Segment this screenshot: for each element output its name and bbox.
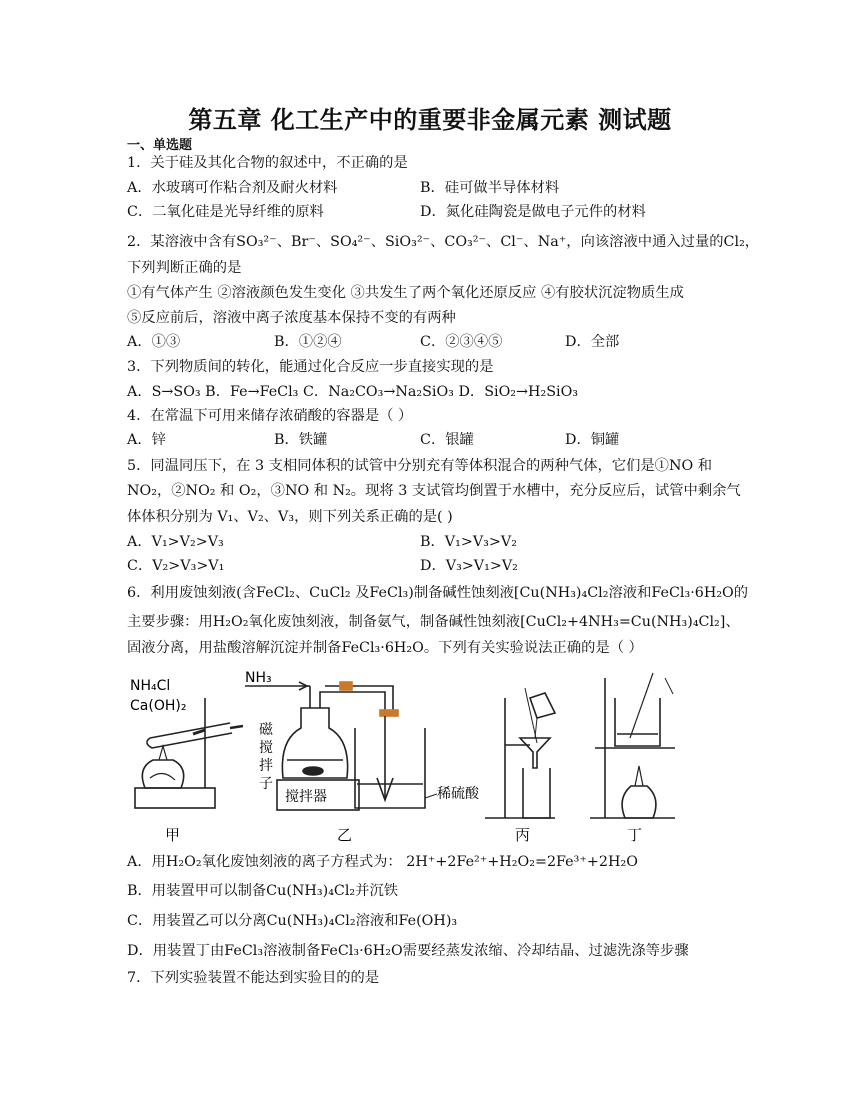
q5-option-c: C．V₂>V₃>V₁ <box>127 558 225 574</box>
funnel-bing <box>520 738 550 768</box>
question-5-line-3: 体体积分别为 V₁、V₂、V₃，则下列关系正确的是( ) <box>127 509 453 525</box>
q1-option-b: B．硅可做半导体材料 <box>420 180 560 196</box>
label-ci: 磁 <box>259 722 273 738</box>
q4-option-c: C．银罐 <box>420 432 474 448</box>
beaker-ding <box>615 698 660 746</box>
q5-option-a: A．V₁>V₂>V₃ <box>127 534 224 550</box>
q2-option-c: C．②③④⑤ <box>420 334 503 350</box>
q4-option-a: A．锌 <box>127 432 166 448</box>
question-2: 2．某溶液中含有SO₃²⁻、Br⁻、SO₄²⁻、SiO₃²⁻、CO₃²⁻、Cl⁻、Na⁺，向该溶液中通入过量的Cl₂， <box>127 234 760 250</box>
beaker-bing <box>523 768 550 818</box>
q5-option-b: B．V₁>V₃>V₂ <box>420 534 517 550</box>
stand-jia-base <box>135 788 215 808</box>
caption-jia: 甲 <box>165 826 181 844</box>
question-3-options: A．S→SO₃ B．Fe→FeCl₃ C．Na₂CO₃→Na₂SiO₃ D．SiO₂→H₂SiO₃ <box>127 384 579 400</box>
q6-option-a: A．用H₂O₂氧化废蚀刻液的离子方程式为： 2H⁺+2Fe²⁺+H₂O₂=2Fe³⁺+2H₂O <box>127 854 638 870</box>
label-zi: 子 <box>259 776 273 792</box>
question-3: 3．下列物质间的转化，能通过化合反应一步直接实现的是 <box>127 359 494 375</box>
question-1: 1．关于硅及其化合物的叙述中，不正确的是 <box>127 155 408 171</box>
q6-option-b: B．用装置甲可以制备Cu(NH₃)₄Cl₂并沉铁 <box>127 883 399 899</box>
caption-ding: 丁 <box>627 826 643 844</box>
caption-yi: 乙 <box>337 826 353 844</box>
question-6-line-2: 主要步骤：用H₂O₂氧化废蚀刻液，制备氨气，制备碱性蚀刻液[CuCl₂+4NH₃=Cu(NH₃)₄Cl₂]、 <box>127 614 740 630</box>
q2-option-b: B．①②④ <box>274 334 342 350</box>
caption-bing: 丙 <box>515 826 531 844</box>
label-nh3: NH₃ <box>245 670 272 686</box>
lamp-ding <box>622 786 656 818</box>
question-6: 6．利用废蚀刻液(含FeCl₂、CuCl₂ 及FeCl₃)制备碱性蚀刻液[Cu(NH₃)₄Cl₂溶液和FeCl₃·6H₂O的 <box>127 585 749 601</box>
question-2-line-4: ⑤反应前后，溶液中离子浓度基本保持不变的有两种 <box>127 310 456 326</box>
question-4: 4．在常温下可用来储存浓硝酸的容器是（ ） <box>127 408 413 424</box>
label-ban: 拌 <box>259 758 273 774</box>
q6-option-c: C．用装置乙可以分离Cu(NH₃)₄Cl₂溶液和Fe(OH)₃ <box>127 913 458 929</box>
q1-option-d: D．氮化硅陶瓷是做电子元件的材料 <box>420 204 646 220</box>
label-stirrer: 搅拌器 <box>285 789 327 805</box>
q6-option-d: D．用装置丁由FeCl₃溶液制备FeCl₃·6H₂O需要经蒸发浓缩、冷却结晶、过滤洗涤等步骤 <box>127 943 689 959</box>
question-7: 7．下列实验装置不能达到实验目的的是 <box>127 970 380 986</box>
page-title: 第五章 化工生产中的重要非金属元素 测试题 <box>188 106 672 134</box>
q2-option-a: A．①③ <box>127 334 181 350</box>
q2-option-d: D．全部 <box>565 334 620 350</box>
question-2-line-3: ①有气体产生 ②溶液颜色发生变化 ③共发生了两个氧化还原反应 ④有胶状沉淀物质生成 <box>127 285 684 301</box>
q4-option-b: B．铁罐 <box>274 432 328 448</box>
q1-option-a: A．水玻璃可作粘合剂及耐火材料 <box>127 180 338 196</box>
q5-option-d: D．V₃>V₁>V₂ <box>420 558 518 574</box>
label-jiao: 搅 <box>259 740 273 756</box>
question-6-line-3: 固液分离，用盐酸溶解沉淀并制备FeCl₃·6H₂O。下列有关实验说法正确的是（ ） <box>127 640 643 656</box>
label-nh4cl: NH₄Cl <box>130 678 171 694</box>
q4-option-d: D．铜罐 <box>565 432 620 448</box>
label-acid: 稀硫酸 <box>437 786 479 802</box>
label-caoh2: Ca(OH)₂ <box>130 698 187 714</box>
beaker-yi <box>355 728 425 808</box>
section-heading: 一、单选题 <box>127 138 193 153</box>
question-5: 5．同温同压下，在 3 支相同体积的试管中分别充有等体积混合的两种气体，它们是①NO 和 <box>127 458 713 474</box>
q1-option-c: C．二氧化硅是光导纤维的原料 <box>127 204 324 220</box>
question-5-line-2: NO₂，②NO₂ 和 O₂，③NO 和 N₂。现将 3 支试管均倒置于水槽中，充分反应后，试管中剩余气 <box>127 483 741 499</box>
question-2-line-2: 下列判断正确的是 <box>127 260 242 276</box>
apparatus-figure <box>125 668 715 848</box>
